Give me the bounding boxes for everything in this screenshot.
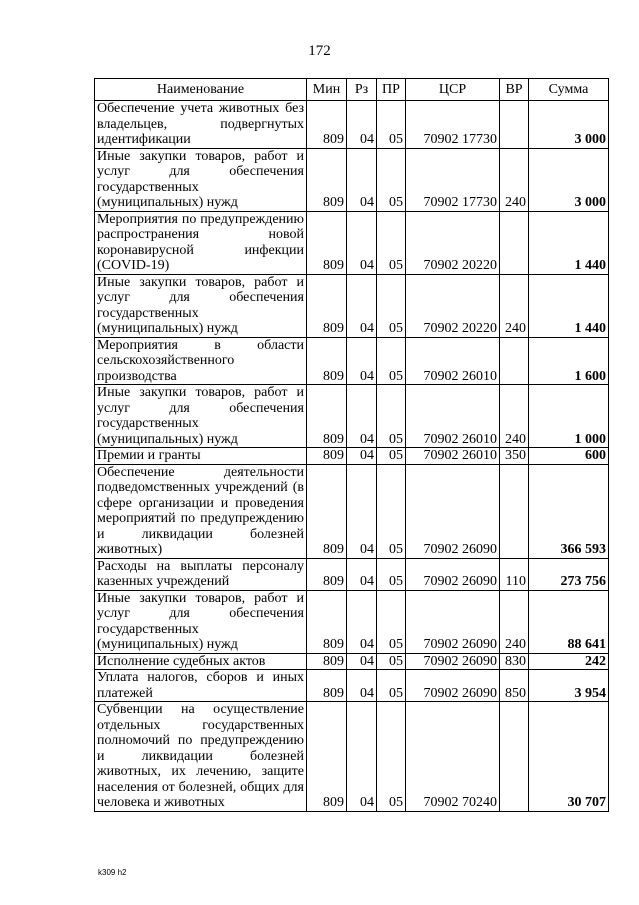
row-rz-cell: 04 <box>347 670 377 702</box>
row-pr-cell: 05 <box>377 148 406 211</box>
row-pr-cell: 05 <box>377 337 406 385</box>
row-name-cell: Иные закупки товаров, работ и услуг для обеспечения государственных (муниципальных) нужд <box>95 590 307 653</box>
row-rz-cell: 04 <box>347 101 377 149</box>
table-body <box>95 101 609 812</box>
row-vr-cell <box>500 101 529 149</box>
header-vr: ВР <box>500 79 529 101</box>
row-sum-cell: 3 000 <box>529 101 609 149</box>
table-row <box>95 448 609 465</box>
row-min-cell: 809 <box>307 558 347 590</box>
row-sum-cell: 242 <box>529 653 609 670</box>
row-name-cell: Иные закупки товаров, работ и услуг для обеспечения государственных (муниципальных) нужд <box>95 148 307 211</box>
row-csr-cell: 70902 26010 <box>406 385 500 448</box>
footer-code: k309 h2 <box>98 868 127 877</box>
row-rz-cell: 04 <box>347 274 377 337</box>
row-name-cell: Обеспечение учета животных без владельцев, подвергнутых идентификации <box>95 101 307 149</box>
page-number: 172 <box>308 43 331 59</box>
row-rz-cell: 04 <box>347 448 377 465</box>
row-name-cell: Иные закупки товаров, работ и услуг для обеспечения государственных (муниципальных) нужд <box>95 385 307 448</box>
table-row <box>95 590 609 653</box>
row-rz-cell: 04 <box>347 702 377 812</box>
row-sum-cell: 3 000 <box>529 148 609 211</box>
table-row <box>95 101 609 149</box>
table-row <box>95 211 609 274</box>
row-name-cell: Иные закупки товаров, работ и услуг для обеспечения государственных (муниципальных) нужд <box>95 274 307 337</box>
row-vr-cell: 110 <box>500 558 529 590</box>
row-name-cell: Исполнение судебных актов <box>95 653 307 670</box>
row-min-cell: 809 <box>307 590 347 653</box>
table-header-row <box>95 79 609 101</box>
row-pr-cell: 05 <box>377 653 406 670</box>
header-min: Мин <box>307 79 347 101</box>
row-min-cell: 809 <box>307 385 347 448</box>
row-name-cell: Расходы на выплаты персоналу казенных учреждений <box>95 558 307 590</box>
row-name-cell: Субвенции на осуществление отдельных государственных полномочий по предупреждению и ликвидации болезней животных, их лечению, защите населения от болезней, общих для человека и животных <box>95 702 307 812</box>
row-vr-cell: 240 <box>500 385 529 448</box>
row-rz-cell: 04 <box>347 148 377 211</box>
row-min-cell: 809 <box>307 653 347 670</box>
row-name-cell: Мероприятия в области сельскохозяйственного производства <box>95 337 307 385</box>
row-sum-cell: 366 593 <box>529 464 609 558</box>
row-rz-cell: 04 <box>347 337 377 385</box>
row-csr-cell: 70902 70240 <box>406 702 500 812</box>
row-csr-cell: 70902 26010 <box>406 448 500 465</box>
row-name-cell: Уплата налогов, сборов и иных платежей <box>95 670 307 702</box>
row-name-cell: Мероприятия по предупреждению распространения новой коронавирусной инфекции (COVID-19) <box>95 211 307 274</box>
row-min-cell: 809 <box>307 148 347 211</box>
row-csr-cell: 70902 26090 <box>406 590 500 653</box>
row-pr-cell: 05 <box>377 558 406 590</box>
row-pr-cell: 05 <box>377 464 406 558</box>
row-csr-cell: 70902 26090 <box>406 558 500 590</box>
row-rz-cell: 04 <box>347 590 377 653</box>
row-sum-cell: 1 600 <box>529 337 609 385</box>
row-min-cell: 809 <box>307 337 347 385</box>
row-csr-cell: 70902 26010 <box>406 337 500 385</box>
row-name-cell: Обеспечение деятельности подведомственных учреждений (в сфере организации и проведения мероприятий по предупреждению и ликвидации болезней животных) <box>95 464 307 558</box>
table-row <box>95 148 609 211</box>
table-row <box>95 653 609 670</box>
row-pr-cell: 05 <box>377 590 406 653</box>
row-vr-cell: 240 <box>500 148 529 211</box>
row-vr-cell: 240 <box>500 274 529 337</box>
row-min-cell: 809 <box>307 448 347 465</box>
row-vr-cell <box>500 702 529 812</box>
row-sum-cell: 88 641 <box>529 590 609 653</box>
row-csr-cell: 70902 20220 <box>406 211 500 274</box>
row-sum-cell: 600 <box>529 448 609 465</box>
row-pr-cell: 05 <box>377 448 406 465</box>
row-vr-cell <box>500 337 529 385</box>
table-row <box>95 274 609 337</box>
header-pr: ПР <box>377 79 406 101</box>
row-min-cell: 809 <box>307 211 347 274</box>
row-sum-cell: 1 440 <box>529 274 609 337</box>
row-rz-cell: 04 <box>347 464 377 558</box>
row-csr-cell: 70902 26090 <box>406 670 500 702</box>
row-min-cell: 809 <box>307 274 347 337</box>
row-vr-cell: 830 <box>500 653 529 670</box>
table-row <box>95 385 609 448</box>
row-name-cell: Премии и гранты <box>95 448 307 465</box>
row-sum-cell: 1 000 <box>529 385 609 448</box>
row-vr-cell <box>500 211 529 274</box>
row-sum-cell: 273 756 <box>529 558 609 590</box>
row-vr-cell: 240 <box>500 590 529 653</box>
row-pr-cell: 05 <box>377 274 406 337</box>
row-pr-cell: 05 <box>377 702 406 812</box>
row-pr-cell: 05 <box>377 211 406 274</box>
row-rz-cell: 04 <box>347 211 377 274</box>
row-min-cell: 809 <box>307 464 347 558</box>
row-csr-cell: 70902 26090 <box>406 464 500 558</box>
row-sum-cell: 30 707 <box>529 702 609 812</box>
header-name: Наименование <box>95 79 307 101</box>
row-rz-cell: 04 <box>347 653 377 670</box>
row-csr-cell: 70902 17730 <box>406 101 500 149</box>
row-min-cell: 809 <box>307 101 347 149</box>
row-vr-cell: 850 <box>500 670 529 702</box>
budget-table <box>94 78 609 812</box>
row-vr-cell: 350 <box>500 448 529 465</box>
row-pr-cell: 05 <box>377 670 406 702</box>
table-row <box>95 702 609 812</box>
row-vr-cell <box>500 464 529 558</box>
row-pr-cell: 05 <box>377 385 406 448</box>
row-sum-cell: 3 954 <box>529 670 609 702</box>
row-min-cell: 809 <box>307 670 347 702</box>
table-row <box>95 337 609 385</box>
table-row <box>95 464 609 558</box>
table-row <box>95 670 609 702</box>
header-csr: ЦСР <box>406 79 500 101</box>
row-csr-cell: 70902 26090 <box>406 653 500 670</box>
row-rz-cell: 04 <box>347 558 377 590</box>
row-sum-cell: 1 440 <box>529 211 609 274</box>
header-sum: Сумма <box>529 79 609 101</box>
row-pr-cell: 05 <box>377 101 406 149</box>
row-min-cell: 809 <box>307 702 347 812</box>
row-csr-cell: 70902 20220 <box>406 274 500 337</box>
header-rz: Рз <box>347 79 377 101</box>
row-rz-cell: 04 <box>347 385 377 448</box>
table-row <box>95 558 609 590</box>
row-csr-cell: 70902 17730 <box>406 148 500 211</box>
